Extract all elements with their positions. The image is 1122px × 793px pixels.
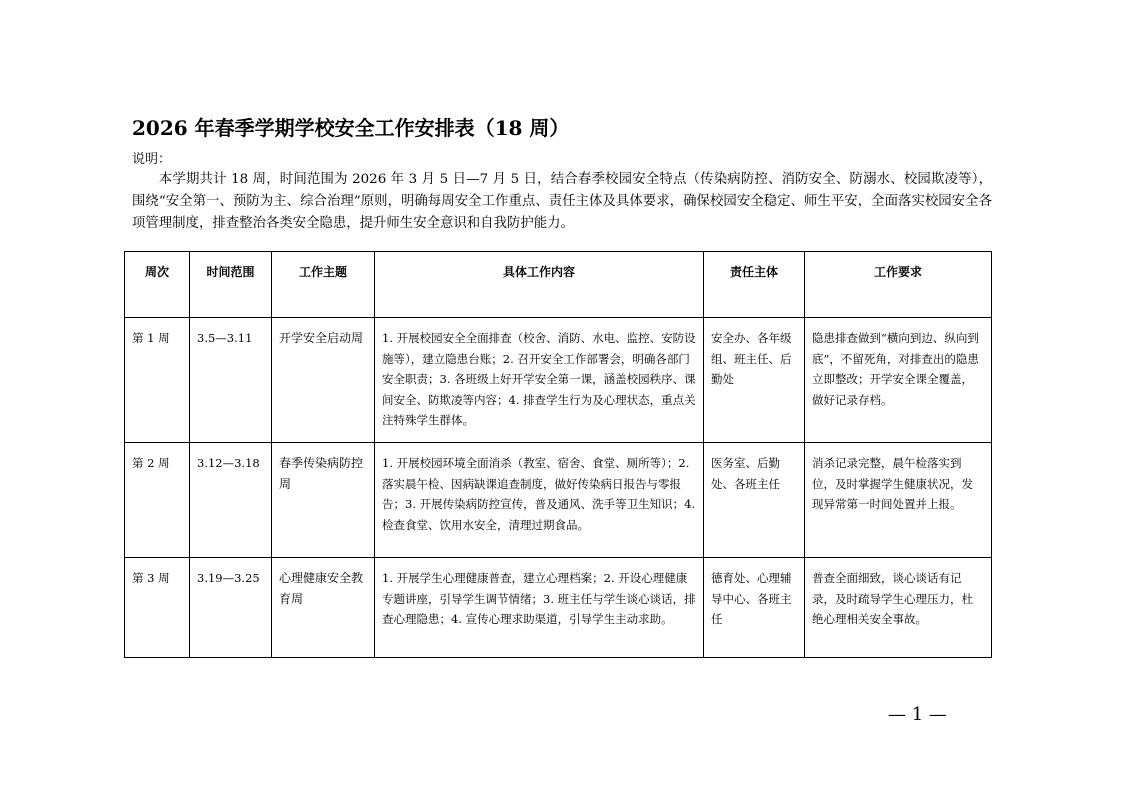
cell-requirement: 普查全面细致，谈心谈话有记录，及时疏导学生心理压力，杜绝心理相关安全事故。 bbox=[805, 558, 992, 658]
header-owner: 责任主体 bbox=[704, 252, 805, 318]
document-title: 2026 年春季学期学校安全工作安排表（18 周） bbox=[132, 116, 570, 140]
cell-content: 1. 开展校园环境全面消杀（教室、宿舍、食堂、厕所等）；2. 落实晨午检、因病缺课追查制度，做好传染病日报告与零报告；3. 开展传染病防控宣传，普及通风、洗手等卫生知识；4. 检查食堂、饮用水安全，清理过期食品。 bbox=[375, 443, 704, 558]
cell-date-range: 3.12—3.18 bbox=[190, 443, 272, 558]
cell-week: 第 2 周 bbox=[125, 443, 190, 558]
table-row bbox=[125, 558, 992, 658]
description-paragraph: 本学期共计 18 周，时间范围为 2026 年 3 月 5 日—7 月 5 日，结合春季校园安全特点（传染病防控、消防安全、防溺水、校园欺凌等），围绕“安全第一、预防为主、综合治理”原则，明确每周安全工作重点、责任主体及具体要求，确保校园安全稳定、师生平安，全面落实校园安全各项管理制度，排查整治各类安全隐患，提升师生安全意识和自我防护能力。 bbox=[132, 172, 992, 231]
table-row bbox=[125, 443, 992, 558]
cell-date-range: 3.19—3.25 bbox=[190, 558, 272, 658]
cell-requirement: 消杀记录完整，晨午检落实到位，及时掌握学生健康状况，发现异常第一时间处置并上报。 bbox=[805, 443, 992, 558]
cell-owner: 德育处、心理辅导中心、各班主任 bbox=[704, 558, 805, 658]
cell-theme: 春季传染病防控周 bbox=[272, 443, 375, 558]
cell-theme: 开学安全启动周 bbox=[272, 318, 375, 443]
cell-owner: 医务室、后勤处、各班主任 bbox=[704, 443, 805, 558]
page-number: — 1 — bbox=[888, 704, 947, 725]
header-week: 周次 bbox=[125, 252, 190, 318]
header-content: 具体工作内容 bbox=[375, 252, 704, 318]
safety-schedule-table bbox=[124, 251, 992, 658]
cell-content: 1. 开展校园安全全面排查（校舍、消防、水电、监控、安防设施等），建立隐患台账；2. 召开安全工作部署会，明确各部门安全职责；3. 各班级上好开学安全第一课，涵盖校园秩序、课间安全、防欺凌等内容；4. 排查学生行为及心理状态，重点关注特殊学生群体。 bbox=[375, 318, 704, 443]
description-label: 说明： bbox=[132, 152, 172, 167]
cell-requirement: 隐患排查做到“横向到边、纵向到底”，不留死角，对排查出的隐患立即整改；开学安全课全覆盖，做好记录存档。 bbox=[805, 318, 992, 443]
cell-date-range: 3.5—3.11 bbox=[190, 318, 272, 443]
header-theme: 工作主题 bbox=[272, 252, 375, 318]
cell-week: 第 3 周 bbox=[125, 558, 190, 658]
table-row bbox=[125, 318, 992, 443]
table-header-row bbox=[125, 252, 992, 318]
cell-owner: 安全办、各年级组、班主任、后勤处 bbox=[704, 318, 805, 443]
cell-week: 第 1 周 bbox=[125, 318, 190, 443]
cell-content: 1. 开展学生心理健康普查，建立心理档案；2. 开设心理健康专题讲座，引导学生调节情绪；3. 班主任与学生谈心谈话，排查心理隐患；4. 宣传心理求助渠道，引导学生主动求助。 bbox=[375, 558, 704, 658]
cell-theme: 心理健康安全教育周 bbox=[272, 558, 375, 658]
header-requirement: 工作要求 bbox=[805, 252, 992, 318]
header-date-range: 时间范围 bbox=[190, 252, 272, 318]
